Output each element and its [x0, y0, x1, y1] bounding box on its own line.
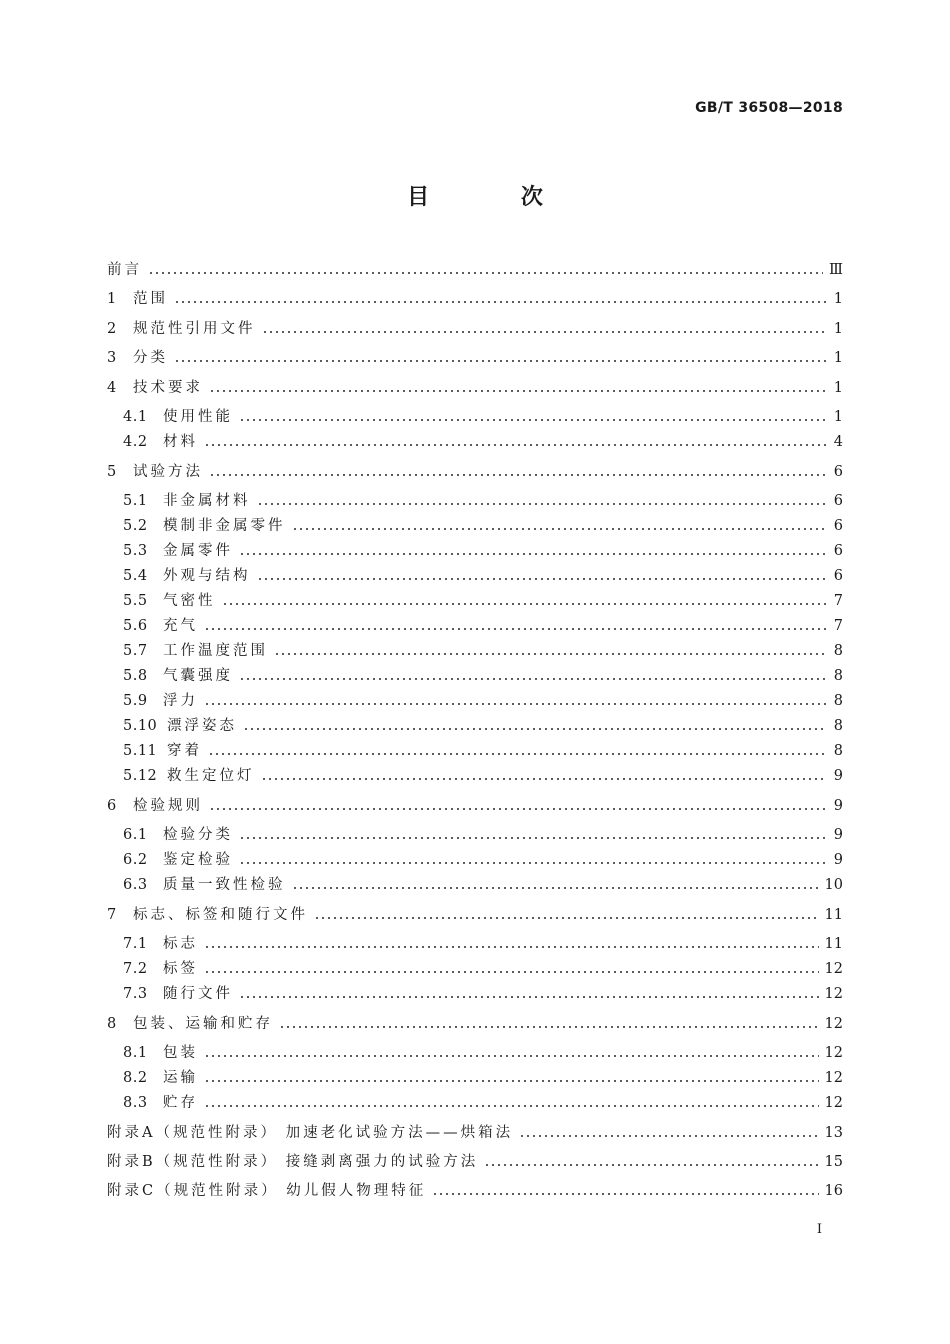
toc-page: 1 [833, 380, 843, 396]
toc-label: 质量一致性检验 [163, 877, 286, 893]
toc-label: 材料 [163, 434, 198, 450]
toc-page: 9 [833, 768, 843, 784]
toc-page: 16 [824, 1183, 843, 1199]
toc-label: 标签 [163, 961, 198, 977]
toc-page: 4 [833, 434, 843, 450]
toc-entry[interactable] [107, 318, 843, 340]
toc-number: 5.12 [123, 768, 158, 784]
toc-label: 规范性引用文件 [133, 321, 256, 337]
toc-subentry[interactable] [123, 849, 843, 871]
toc-number: 3 [107, 350, 117, 366]
toc-number: 5.1 [123, 493, 148, 509]
toc-number: 1 [107, 291, 117, 307]
toc-number: 8.3 [123, 1095, 148, 1111]
toc-number: 5.4 [123, 568, 148, 584]
toc-number: 7.3 [123, 986, 148, 1002]
toc-label: 附录A（规范性附录） 加速老化试验方法——烘箱法 [107, 1125, 514, 1141]
toc-number: 8.2 [123, 1070, 148, 1086]
toc-page: 6 [833, 568, 843, 584]
toc-label: 气囊强度 [163, 668, 233, 684]
page-title: 目 次 [407, 185, 585, 210]
toc-subentry[interactable] [123, 1042, 843, 1064]
toc-page: 11 [824, 907, 843, 923]
toc-page: 7 [833, 593, 843, 609]
dot-leader [279, 1026, 819, 1028]
dot-leader [314, 917, 819, 919]
toc-number: 5 [107, 464, 117, 480]
dot-leader [208, 753, 827, 755]
toc-number: 5.6 [123, 618, 148, 634]
dot-leader [239, 553, 827, 555]
dot-leader [204, 703, 827, 705]
dot-leader [209, 808, 827, 810]
toc-page: 6 [833, 493, 843, 509]
toc-page: 12 [824, 986, 843, 1002]
toc-label: 金属零件 [163, 543, 233, 559]
toc-number: 5.2 [123, 518, 148, 534]
toc-page: 12 [824, 1095, 843, 1111]
toc-subentry[interactable] [123, 933, 843, 955]
toc-subentry[interactable] [123, 690, 843, 712]
toc-label: 气密性 [163, 593, 216, 609]
toc-subentry[interactable] [123, 765, 843, 787]
toc-number: 5.5 [123, 593, 148, 609]
dot-leader [239, 419, 827, 421]
dot-leader [257, 503, 828, 505]
toc-page: 11 [824, 936, 843, 952]
standard-code: GB/T 36508—2018 [695, 100, 843, 116]
toc-label: 充气 [163, 618, 198, 634]
toc-number: 6 [107, 798, 117, 814]
dot-leader [484, 1164, 818, 1166]
toc-label: 贮存 [163, 1095, 198, 1111]
dot-leader [239, 996, 819, 998]
toc-subentry[interactable] [123, 640, 843, 662]
dot-leader [239, 678, 827, 680]
toc-page: 9 [833, 827, 843, 843]
toc-entry[interactable] [107, 795, 843, 817]
toc-number: 8.1 [123, 1045, 148, 1061]
dot-leader [204, 628, 827, 630]
toc-label: 范围 [133, 291, 168, 307]
dot-leader [204, 971, 819, 973]
toc-subentry[interactable] [123, 540, 843, 562]
toc-page: 15 [824, 1154, 843, 1170]
toc-page: 13 [824, 1125, 843, 1141]
toc-label: 分类 [133, 350, 168, 366]
toc-entry[interactable] [107, 288, 843, 310]
toc-label: 附录B（规范性附录） 接缝剥离强力的试验方法 [107, 1154, 479, 1170]
toc-label: 工作温度范围 [163, 643, 268, 659]
dot-leader [174, 301, 827, 303]
toc-subentry[interactable] [123, 406, 843, 428]
toc-page: 1 [833, 350, 843, 366]
toc-number: 4.1 [123, 409, 148, 425]
toc-page: 12 [824, 1070, 843, 1086]
dot-leader [222, 603, 828, 605]
toc-page: 1 [833, 321, 843, 337]
dot-leader [257, 578, 828, 580]
dot-leader [204, 444, 827, 446]
toc-number: 6.1 [123, 827, 148, 843]
toc-entry-annex-c[interactable] [107, 1180, 843, 1202]
dot-leader [209, 474, 827, 476]
toc-label: 非金属材料 [163, 493, 251, 509]
dot-leader [243, 728, 827, 730]
toc-label: 检验分类 [163, 827, 233, 843]
dot-leader [204, 946, 819, 948]
toc-number: 5.9 [123, 693, 148, 709]
toc-subentry[interactable] [123, 824, 843, 846]
toc-subentry[interactable] [123, 515, 843, 537]
toc-label: 浮力 [163, 693, 198, 709]
toc-label: 运输 [163, 1070, 198, 1086]
toc-subentry[interactable] [123, 615, 843, 637]
toc-label: 漂浮姿态 [167, 718, 237, 734]
dot-leader [148, 272, 823, 274]
page-number: I [816, 1222, 822, 1237]
toc-label: 使用性能 [163, 409, 233, 425]
toc-page: 6 [833, 543, 843, 559]
toc-page: 9 [833, 852, 843, 868]
dot-leader [432, 1193, 818, 1195]
toc-number: 5.10 [123, 718, 158, 734]
toc-label: 救生定位灯 [167, 768, 255, 784]
toc-label: 检验规则 [133, 798, 203, 814]
dot-leader [204, 1080, 819, 1082]
toc-label: 穿着 [167, 743, 202, 759]
toc-page: 12 [824, 1016, 843, 1032]
toc-label: 鉴定检验 [163, 852, 233, 868]
toc-page: 7 [833, 618, 843, 634]
toc-subentry[interactable] [123, 490, 843, 512]
toc-number: 7 [107, 907, 117, 923]
toc-subentry[interactable] [123, 565, 843, 587]
toc-entry-foreword[interactable] [107, 259, 843, 281]
toc-label: 附录C（规范性附录） 幼儿假人物理特征 [107, 1183, 427, 1199]
dot-leader [261, 778, 828, 780]
toc-page: Ⅲ [829, 262, 843, 278]
toc-number: 5.11 [123, 743, 158, 759]
toc-page: 12 [824, 961, 843, 977]
toc-label: 标志、标签和随行文件 [133, 907, 308, 923]
toc-page: 8 [833, 718, 843, 734]
toc-subentry[interactable] [123, 665, 843, 687]
toc-page: 8 [833, 693, 843, 709]
toc-entry[interactable] [107, 377, 843, 399]
toc-label: 随行文件 [163, 986, 233, 1002]
toc-number: 8 [107, 1016, 117, 1032]
toc-entry[interactable] [107, 904, 843, 926]
toc-number: 5.8 [123, 668, 148, 684]
toc-page: 1 [833, 409, 843, 425]
toc-page: 12 [824, 1045, 843, 1061]
toc-page: 6 [833, 518, 843, 534]
toc-label: 标志 [163, 936, 198, 952]
dot-leader [174, 360, 827, 362]
dot-leader [262, 331, 828, 333]
toc-page: 8 [833, 643, 843, 659]
toc-subentry[interactable] [123, 958, 843, 980]
toc-number: 4 [107, 380, 117, 396]
toc-entry[interactable] [107, 1013, 843, 1035]
dot-leader [239, 837, 827, 839]
toc-page: 8 [833, 668, 843, 684]
dot-leader [239, 862, 827, 864]
toc-page: 6 [833, 464, 843, 480]
toc-entry-annex-a[interactable] [107, 1122, 843, 1144]
toc-page: 1 [833, 291, 843, 307]
toc-number: 2 [107, 321, 117, 337]
toc-label: 包装 [163, 1045, 198, 1061]
toc-label: 技术要求 [133, 380, 203, 396]
toc-number: 5.3 [123, 543, 148, 559]
toc-number: 4.2 [123, 434, 148, 450]
toc-subentry[interactable] [123, 740, 843, 762]
dot-leader [292, 887, 819, 889]
toc-label: 模制非金属零件 [163, 518, 286, 534]
toc-entry-annex-b[interactable] [107, 1151, 843, 1173]
dot-leader [274, 653, 827, 655]
toc-entry[interactable] [107, 461, 843, 483]
toc-label: 包装、运输和贮存 [133, 1016, 273, 1032]
toc-label: 试验方法 [133, 464, 203, 480]
toc-subentry[interactable] [123, 983, 843, 1005]
toc-subentry[interactable] [123, 874, 843, 896]
toc-number: 7.1 [123, 936, 148, 952]
toc-page: 10 [824, 877, 843, 893]
toc-entry[interactable] [107, 347, 843, 369]
dot-leader [292, 528, 828, 530]
toc-page: 9 [833, 798, 843, 814]
toc-subentry[interactable] [123, 1092, 843, 1114]
toc-number: 6.2 [123, 852, 148, 868]
dot-leader [204, 1055, 819, 1057]
toc-subentry[interactable] [123, 590, 843, 612]
toc-number: 6.3 [123, 877, 148, 893]
toc-subentry[interactable] [123, 715, 843, 737]
dot-leader [209, 390, 827, 392]
toc-subentry[interactable] [123, 431, 843, 453]
toc-label: 前言 [107, 262, 142, 278]
dot-leader [204, 1105, 819, 1107]
toc-number: 7.2 [123, 961, 148, 977]
toc-label: 外观与结构 [163, 568, 251, 584]
toc-number: 5.7 [123, 643, 148, 659]
dot-leader [519, 1135, 818, 1137]
toc-page: 8 [833, 743, 843, 759]
toc-subentry[interactable] [123, 1067, 843, 1089]
